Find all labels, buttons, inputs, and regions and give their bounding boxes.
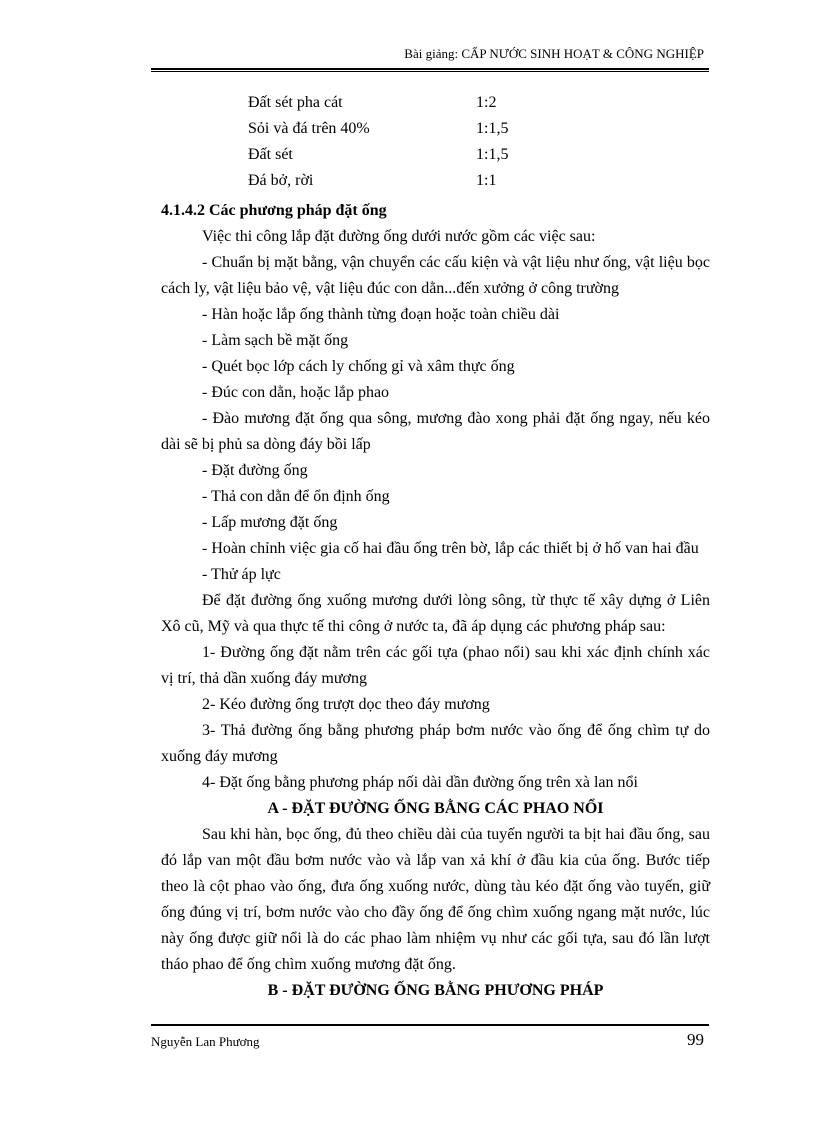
subheading-b: B - ĐẶT ĐƯỜNG ỐNG BẰNG PHƯƠNG PHÁP bbox=[267, 982, 604, 999]
list-item: - Thử áp lực bbox=[202, 566, 281, 583]
list-item: - Đặt đường ống bbox=[202, 462, 308, 479]
list-item: - Làm sạch bề mặt ống bbox=[202, 332, 349, 349]
ratio-cell: 1:2 bbox=[476, 94, 497, 111]
method-item: 3- Thả đường ống bằng phương pháp bơm nước vào ống để ống chìm tự do xuống đáy mương bbox=[161, 722, 710, 765]
list-item: - Lấp mương đặt ống bbox=[202, 514, 338, 531]
list-item: - Hàn hoặc lắp ống thành từng đoạn hoặc toàn chiều dài bbox=[202, 306, 560, 323]
section-heading: 4.1.4.2 Các phương pháp đặt ống bbox=[161, 202, 387, 219]
subheading-a: A - ĐẶT ĐƯỜNG ỐNG BẰNG CÁC PHAO NỔI bbox=[267, 800, 604, 817]
body-content bbox=[161, 198, 710, 1004]
list-item: - Quét bọc lớp cách ly chống gỉ và xâm thực ống bbox=[202, 358, 515, 375]
ratio-cell: 1:1,5 bbox=[476, 146, 509, 163]
material-cell: Đá bở, rời bbox=[248, 172, 314, 189]
running-header-title: Bài giảng: CẤP NƯỚC SINH HOẠT & CÔNG NGHIỆP bbox=[404, 46, 704, 61]
list-item: - Đào mương đặt ống qua sông, mương đào xong phải đặt ống ngay, nếu kéo dài sẽ bị phủ sa dòng đáy bồi lấp bbox=[161, 410, 710, 453]
list-item: - Thả con dằn để ổn định ống bbox=[202, 488, 390, 505]
list-item: - Chuẩn bị mặt bằng, vận chuyển các cấu kiện và vật liệu như ống, vật liệu bọc cách ly, vật liệu bảo vệ, vật liệu đúc con dằn...đến xưởng ở công trường bbox=[161, 254, 710, 297]
method-item: 1- Đường ống đặt nằm trên các gối tựa (phao nổi) sau khi xác định chính xác vị trí, thả dần xuống đáy mương bbox=[161, 644, 710, 687]
material-cell: Đất sét bbox=[248, 146, 293, 163]
method-item: 2- Kéo đường ống trượt dọc theo đáy mương bbox=[202, 696, 490, 713]
ratio-cell: 1:1 bbox=[476, 172, 497, 189]
material-cell: Đất sét pha cát bbox=[248, 94, 343, 111]
page-number: 99 bbox=[687, 1030, 704, 1049]
list-item: - Đúc con dằn, hoặc lắp phao bbox=[202, 384, 390, 401]
paragraph-a: Sau khi hàn, bọc ống, đủ theo chiều dài của tuyến người ta bịt hai đầu ống, sau đó lắp van một đầu bơm nước vào và lắp van xả khí ở đầu kia của ống. Bước tiếp theo là cột phao vào ống, đưa ống xuống nước, dùng tàu kéo đặt ống vào tuyến, giữ ống đúng vị trí, bơm nước vào cho đầy ống để ống chìm xuống ngang mặt nước, lúc này ống được giữ nổi là do các phao làm nhiệm vụ như các gối tựa, sau đó lần lượt tháo phao để ống chìm xuống mương đặt ống. bbox=[161, 826, 710, 973]
list-item: - Hoàn chỉnh việc gia cố hai đầu ống trên bờ, lắp các thiết bị ở hố van hai đầu bbox=[202, 540, 699, 557]
ratio-cell: 1:1,5 bbox=[476, 120, 509, 137]
methods-intro-paragraph: Để đặt đường ống xuống mương dưới lòng sông, từ thực tế xây dựng ở Liên Xô cũ, Mỹ và qua thực tế thi công ở nước ta, đã áp dụng các phương pháp sau: bbox=[161, 592, 710, 635]
header-rule bbox=[151, 68, 709, 72]
material-cell: Sỏi và đá trên 40% bbox=[248, 120, 370, 137]
method-item: 4- Đặt ống bằng phương pháp nối dài dần đường ống trên xà lan nổi bbox=[202, 774, 638, 791]
intro-paragraph: Việc thi công lắp đặt đường ống dưới nước gồm các việc sau: bbox=[202, 228, 596, 245]
footer-rule bbox=[151, 1024, 709, 1026]
footer-author: Nguyễn Lan Phương bbox=[151, 1034, 260, 1049]
